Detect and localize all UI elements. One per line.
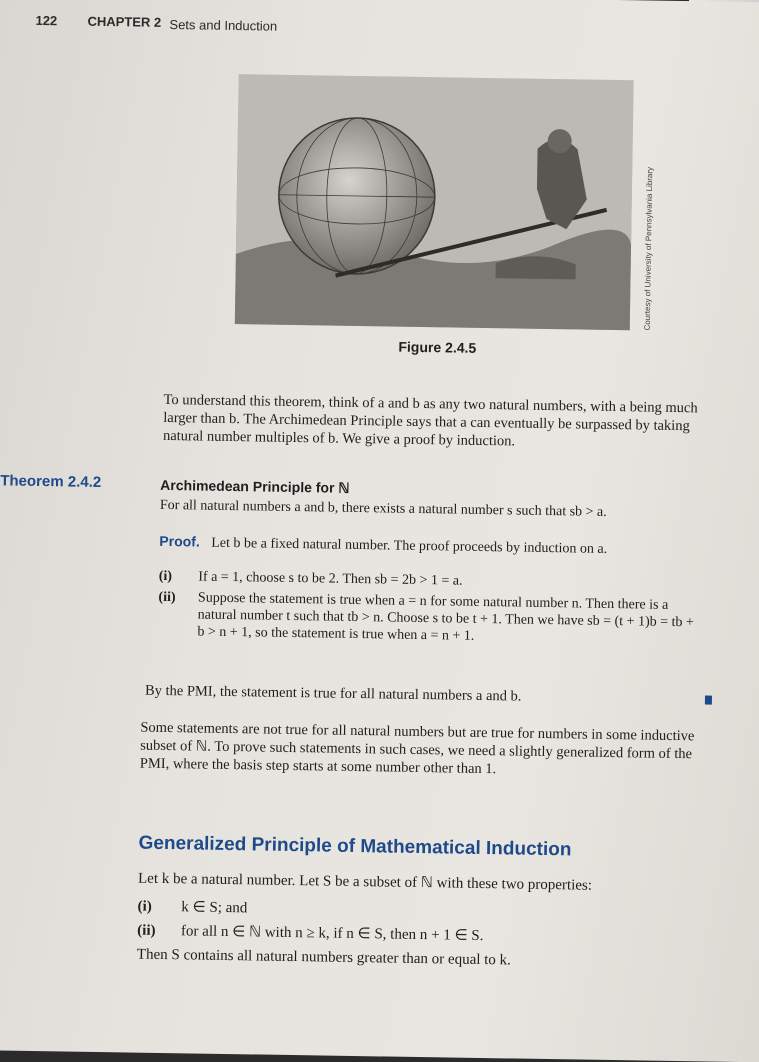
generalization-paragraph: Some statements are not true for all natural numbers but are true for numbers in some inductive subset of ℕ. To prove such statements in such cases, we need a slightly generalized form of the PMI, where the basis step starts at some number other than 1. — [139, 719, 695, 778]
section-item-text: k ∈ S; and — [181, 899, 248, 917]
section-item-2 — [137, 921, 483, 945]
qed-icon — [705, 695, 712, 704]
proof-text: Let b be a fixed natural number. The proof proceeds by induction on a. — [211, 535, 608, 557]
section-item-marker: (ii) — [137, 922, 156, 939]
proof-conclusion: By the PMI, the statement is true for all natural numbers a and b. — [144, 682, 522, 705]
page-number: 122 — [35, 12, 58, 29]
theorem-name: Archimedean Principle for ℕ — [160, 476, 350, 496]
section-item-text: for all n ∈ ℕ with n ≥ k, if n ∈ S, then n + 1 ∈ S. — [180, 923, 484, 945]
chapter-title: Sets and Induction — [169, 16, 278, 34]
section-item-1 — [137, 897, 247, 918]
proof-item-2 — [158, 589, 699, 648]
intro-paragraph: To understand this theorem, think of a and b as any two natural numbers, with a being much larger than b. The Archimedean Principle says that a can eventually be surpassed by taking natural number multiples of b. We give a proof by induction. — [162, 391, 698, 450]
proof-item-marker: (i) — [158, 568, 173, 585]
section-conclusion: Then S contains all natural numbers greater than or equal to k. — [136, 946, 512, 969]
section-title: Generalized Principle of Mathematical Induction — [138, 832, 572, 861]
proof-item-text: If a = 1, choose s to be 2. Then sb = 2b > 1 = a. — [198, 569, 463, 589]
figure-caption: Figure 2.4.5 — [398, 338, 477, 356]
archimedes-lever-illustration — [235, 74, 634, 330]
figure-credit: Courtesy of University of Pennsylvania Library — [642, 166, 655, 331]
chapter-label: CHAPTER 2 — [87, 13, 162, 30]
section-item-marker: (i) — [137, 898, 152, 915]
theorem-label: Theorem 2.4.2 — [0, 472, 102, 491]
proof-label: Proof. — [159, 532, 200, 550]
proof-intro — [159, 533, 607, 558]
proof-item-marker: (ii) — [158, 589, 176, 606]
proof-item-text: Suppose the statement is true when a = n for some natural number n. Then there is a natural number t such that tb > n. Choose s to be t + 1. Then we have sb = (t + 1)b = tb + b > n + 1, so the statement is true when a = n + 1. — [197, 590, 694, 644]
section-intro: Let k be a natural number. Let S be a subset of ℕ with these two properties: — [137, 870, 593, 894]
theorem-statement: For all natural numbers a and b, there exists a natural number s such that sb > a. — [159, 497, 607, 520]
illustration-svg — [235, 74, 634, 330]
